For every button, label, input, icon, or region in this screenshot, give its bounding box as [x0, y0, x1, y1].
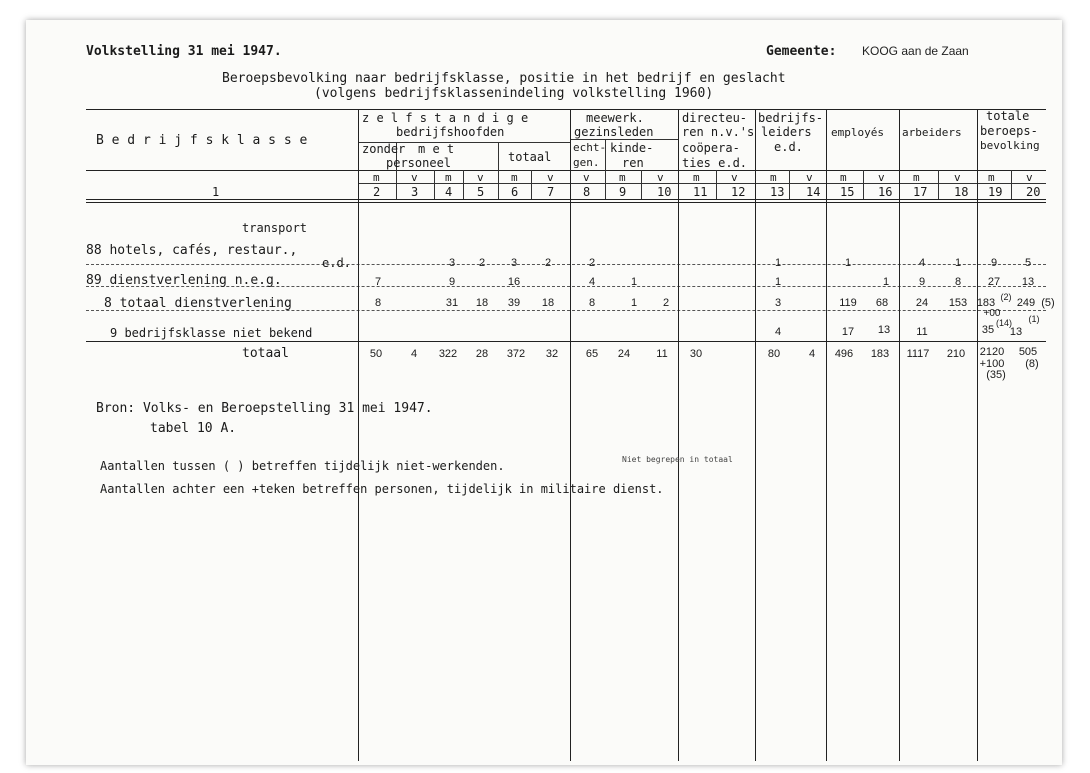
source-note: Bron: Volks- en Beroepstelling 31 mei 1947.: [96, 401, 433, 416]
col-header-arbeiders: arbeiders: [902, 126, 962, 139]
table-subtitle-2: (volgens bedrijfsklassenindeling volkstelling 1960): [314, 86, 714, 101]
cell-nietbekend-c16: 13: [877, 324, 891, 336]
cell-totdienst-c6: 39: [507, 297, 521, 309]
cell-totdienst-c10: 2: [662, 297, 670, 309]
cell-nietbekend-c20: 13: [1009, 326, 1023, 338]
cell-dienst-c9: 1: [630, 276, 638, 288]
rule-meewerk: [570, 139, 678, 140]
col-header-totale-3: bevolking: [980, 139, 1040, 152]
cell-dienst-c6: 16: [507, 276, 521, 288]
cell-hotels-c17: 4: [918, 257, 926, 269]
column-number-5: 5: [477, 185, 485, 199]
table-top-rule: [86, 109, 1046, 110]
cell-totaal-c11: 30: [689, 348, 703, 360]
vrule-sub-8: [463, 170, 464, 199]
col-header-bedrijfsleiders-2: leiders: [761, 125, 812, 139]
gemeente-label: Gemeente:: [766, 44, 837, 59]
cell-dienst-c2: 7: [374, 276, 382, 288]
cell-dienst-c8: 4: [588, 276, 596, 288]
col-header-kinderen-2: ren: [622, 156, 644, 170]
cell-totaal-c4: 322: [438, 348, 458, 360]
row-label-transport: transport: [242, 221, 308, 235]
footnote-plus: Aantallen achter een +teken betreffen personen, tijdelijk in militaire dienst.: [100, 482, 664, 496]
cell-hotels-c15: 1: [844, 257, 852, 269]
cell-totdienst-c8: 8: [588, 297, 596, 309]
sex-label-7: v: [547, 171, 554, 184]
cell-totaal-c17: 1117: [906, 348, 930, 360]
cell-totdienst-c17: 24: [915, 297, 929, 309]
sex-label-13: m: [770, 171, 777, 184]
column-number-3: 3: [411, 185, 419, 199]
document-title: Volkstelling 31 mei 1947.: [86, 44, 282, 59]
rule-header-bottom: [86, 170, 1046, 171]
cell-dienst-c18: 8: [954, 276, 962, 288]
cell-nietbekend-c17: 11: [916, 326, 928, 338]
vrule-sub-2: [716, 170, 717, 199]
vrule-sub-7: [434, 170, 435, 199]
cell-totaal-c7: 32: [545, 348, 559, 360]
col-header-bedrijfsklasse: B e d r i j f s k l a s s e: [96, 133, 308, 148]
cell-totdienst-c7: 18: [541, 297, 555, 309]
vrule-sub-3: [789, 170, 790, 199]
sex-label-12: v: [731, 171, 738, 184]
col-header-directeuren-2: ren n.v.'s: [682, 125, 755, 139]
col-header-bedrijfsleiders-3: e.d.: [774, 140, 803, 154]
cell-totdienst-c5: 18: [475, 297, 489, 309]
cell-totaal-c5: 28: [475, 348, 489, 360]
col-header-echtgen: echt-: [573, 141, 607, 154]
cell-totaal-c19-note: (35): [986, 369, 1006, 381]
cell-totdienst-c19: 183: [976, 297, 996, 309]
row-label-hotels: 88 hotels, cafés, restaur.,: [86, 243, 298, 258]
col-header-zonder: zonder: [362, 142, 406, 156]
cell-nietbekend-c13: 4: [774, 326, 782, 338]
cell-totaal-c13: 80: [767, 348, 781, 360]
sex-label-6: m: [511, 171, 518, 184]
cell-dienst-c13: 1: [774, 276, 782, 288]
cell-totdienst-c20: 249: [1016, 297, 1036, 309]
col-header-directeuren: directeu-: [682, 111, 748, 125]
cell-totdienst-note-1: (1): [1028, 314, 1040, 324]
cell-totdienst-c9: 1: [630, 297, 638, 309]
column-number-15: 15: [840, 185, 855, 199]
column-number-18: 18: [954, 185, 969, 199]
vrule-sub-9: [531, 170, 532, 199]
column-number-20: 20: [1026, 185, 1041, 199]
sex-label-10: v: [657, 171, 664, 184]
cell-hotels-c19: 9: [990, 257, 998, 269]
sex-label-16: v: [878, 171, 885, 184]
col-header-zelfstandige: z e l f s t a n d i g e: [362, 111, 529, 125]
col-header-totaal: totaal: [508, 150, 552, 164]
sex-label-14: v: [806, 171, 813, 184]
column-number-14: 14: [806, 185, 821, 199]
col-header-gezinsleden: gezinsleden: [574, 125, 654, 139]
row-label-totaal-dienstverlening: 8 totaal dienstverlening: [104, 296, 292, 311]
cell-totaal-c19-plus: +100: [979, 358, 1005, 370]
cell-totdienst-c20-note: (5): [1041, 297, 1055, 309]
cell-totdienst-plus: +00: [983, 308, 1001, 319]
column-number-2: 2: [373, 185, 381, 199]
col-header-directeuren-3: coöpera-: [682, 141, 740, 155]
cell-totaal-c10: 11: [656, 348, 668, 360]
cell-totaal-c15: 496: [834, 348, 854, 360]
rule-sexlabels: [358, 183, 1046, 184]
column-number-17: 17: [913, 185, 928, 199]
cell-dienst-c4: 9: [448, 276, 456, 288]
cell-totaal-c20-note: (8): [1025, 358, 1039, 370]
col-header-met: m e t: [418, 142, 455, 156]
column-number-12: 12: [731, 185, 746, 199]
col-header-kinderen: kinde-: [610, 141, 654, 155]
footnote-brackets: Aantallen tussen ( ) betreffen tijdelijk niet-werkenden.: [100, 459, 505, 473]
rule-colnumbers-double: [86, 202, 1046, 203]
cell-totdienst-c13: 3: [774, 297, 782, 309]
column-number-11: 11: [693, 185, 708, 199]
vrule-3: [678, 109, 679, 761]
cell-totdienst-c18: 153: [948, 297, 968, 309]
vrule-2: [570, 109, 571, 761]
row-label-dienstverlening: 89 dienstverlening n.e.g.: [86, 273, 282, 288]
cell-totdienst-c19-sup: (2): [1000, 292, 1012, 302]
cell-hotels-c13: 1: [774, 257, 782, 269]
column-number-6: 6: [511, 185, 519, 199]
cell-hotels-c5: 2: [478, 257, 486, 269]
cell-hotels-c4: 3: [448, 257, 456, 269]
sex-label-19: m: [988, 171, 995, 184]
col-header-totale: totale: [986, 109, 1030, 123]
sex-label-3: v: [411, 171, 418, 184]
cell-dienst-c16: 1: [882, 276, 890, 288]
cell-hotels-c6: 3: [510, 257, 518, 269]
column-number-16: 16: [878, 185, 893, 199]
sex-label-5: v: [477, 171, 484, 184]
cell-totaal-c9: 24: [617, 348, 631, 360]
cell-totaal-c3: 4: [410, 348, 418, 360]
col-header-bedrijfsleiders: bedrijfs-: [758, 111, 824, 125]
column-number-10: 10: [657, 185, 672, 199]
column-number-9: 9: [619, 185, 627, 199]
sex-label-15: m: [840, 171, 847, 184]
cell-totaal-c18: 210: [946, 348, 966, 360]
sex-label-4: m: [445, 171, 452, 184]
sex-label-2: m: [373, 171, 380, 184]
vrule-sub-1: [641, 170, 642, 199]
document-page: [26, 20, 1062, 765]
cell-totaal-c2: 50: [369, 348, 383, 360]
cell-totdienst-c4: 31: [445, 297, 459, 309]
vrule-sub-4: [863, 170, 864, 199]
vrule-sub-6: [1011, 170, 1012, 199]
cell-nietbekend-c15: 17: [841, 326, 855, 338]
cell-totaal-c20: 505: [1018, 346, 1038, 358]
cell-totdienst-c2: 8: [374, 297, 382, 309]
gemeente-value: KOOG aan de Zaan: [862, 44, 969, 58]
cell-hotels-c18: 1: [954, 257, 962, 269]
cell-hotels-c7: 2: [544, 257, 552, 269]
source-note-table: tabel 10 A.: [150, 421, 237, 436]
sex-label-20: v: [1026, 171, 1033, 184]
vrule-sub-5: [938, 170, 939, 199]
cell-hotels-c8: 2: [588, 257, 596, 269]
cell-totaal-c16: 183: [870, 348, 890, 360]
rule-row-niet-bekend: [86, 341, 1046, 342]
sex-label-9: m: [619, 171, 626, 184]
cell-dienst-c19: 27: [987, 276, 1001, 288]
col-header-totale-2: beroeps-: [980, 124, 1038, 138]
rule-row-hotels: [86, 264, 1046, 265]
column-number-7: 7: [547, 185, 555, 199]
cell-totaal-c19: 2120: [979, 346, 1005, 358]
column-number-4: 4: [445, 185, 453, 199]
rule-colnumbers: [86, 199, 1046, 200]
sex-label-11: m: [693, 171, 700, 184]
vrule-totaal: [498, 142, 499, 199]
sex-label-8: v: [583, 171, 590, 184]
cell-totaal-c8: 65: [585, 348, 599, 360]
col-header-directeuren-4: ties e.d.: [682, 156, 748, 170]
col-header-meewerk: meewerk.: [586, 111, 644, 125]
sex-label-18: v: [954, 171, 961, 184]
cell-totaal-c6: 372: [506, 348, 526, 360]
cell-totaal-c14: 4: [808, 348, 816, 360]
column-number-13: 13: [770, 185, 785, 199]
col-header-personeel: personeel: [386, 156, 452, 170]
cell-dienst-c20: 13: [1021, 276, 1035, 288]
vrule-5: [826, 109, 827, 761]
vrule-1: [358, 109, 359, 761]
vrule-7: [977, 109, 978, 761]
vrule-6: [899, 109, 900, 761]
table-subtitle: Beroepsbevolking naar bedrijfsklasse, positie in het bedrijf en geslacht: [222, 71, 786, 86]
cell-totdienst-c15: 119: [839, 297, 857, 309]
cell-dienst-c17: 9: [918, 276, 926, 288]
row-label-hotels-2: e.d.: [322, 256, 351, 270]
vrule-4: [755, 109, 756, 761]
row-label-totaal: totaal: [242, 346, 289, 361]
column-number-1: 1: [212, 185, 220, 199]
col-header-bedrijfshoofden: bedrijfshoofden: [396, 125, 505, 139]
column-number-8: 8: [583, 185, 591, 199]
row-label-niet-bekend: 9 bedrijfsklasse niet bekend: [110, 326, 313, 340]
sex-label-17: m: [913, 171, 920, 184]
column-number-19: 19: [988, 185, 1003, 199]
col-header-echtgen-2: gen.: [573, 156, 600, 169]
cell-totdienst-note-14: (14): [995, 318, 1012, 328]
footnote-stamp: Niet begrepen in totaal: [622, 455, 733, 464]
cell-nietbekend-c19: 35: [981, 324, 995, 336]
cell-hotels-c20: 5: [1024, 257, 1032, 269]
cell-totdienst-c16: 68: [875, 297, 889, 309]
col-header-employes: employés: [831, 126, 884, 139]
